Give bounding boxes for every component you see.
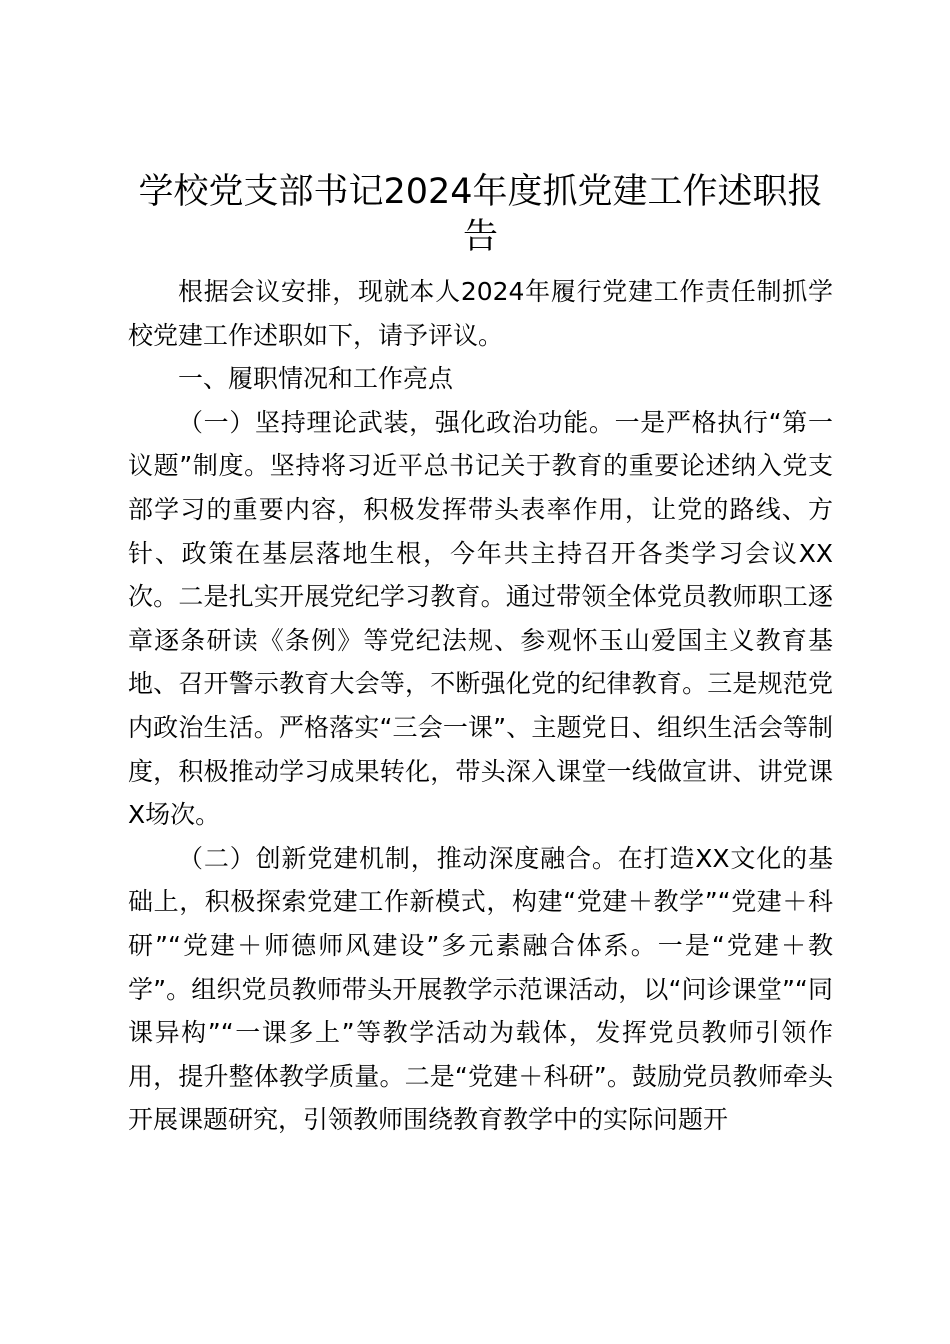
document-title: 学校党支部书记2024年度抓党建工作述职报告 xyxy=(138,172,823,257)
subsection-1-paragraph: （一）坚持理论武装，强化政治功能。一是严格执行“第一议题”制度。坚持将习近平总书记关于教育的重要论述纳入党支部学习的重要内容，积极发挥带头表率作用，让党的路线、方针、政策在基层落地生根，今年共主持召开各类学习会议XX次。二是扎实开展党纪学习教育。通过带领全体党员教师职工逐章逐条研读《条例》等党纪法规、参观怀玉山爱国主义教育基地、召开警示教育大会等，不断强化党的纪律教育。三是规范党内政治生活。严格落实“三会一课”、主题党日、组织生活会等制度，积极推动学习成果转化，带头深入课堂一线做宣讲、讲党课X场次。 xyxy=(128,407,833,830)
intro-paragraph: 根据会议安排，现就本人2024年履行党建工作责任制抓学校党建工作述职如下，请予评议。 xyxy=(128,277,833,350)
document-body xyxy=(128,170,833,1142)
subsection-2-paragraph: （二）创新党建机制，推动深度融合。在打造XX文化的基础上，积极探索党建工作新模式，构建“党建＋教学”“党建＋科研”“党建＋师德师风建设”多元素融合体系。一是“党建＋教学”。组织党员教师带头开展教学示范课活动，以“问诊课堂”“同课异构”“一课多上”等教学活动为载体，发挥党员教师引领作用，提升整体教学质量。二是“党建＋科研”。鼓励党员教师牵头开展课题研究，引领教师围绕教育教学中的实际问题开 xyxy=(128,843,833,1135)
section-heading: 一、履职情况和工作亮点 xyxy=(178,364,454,394)
